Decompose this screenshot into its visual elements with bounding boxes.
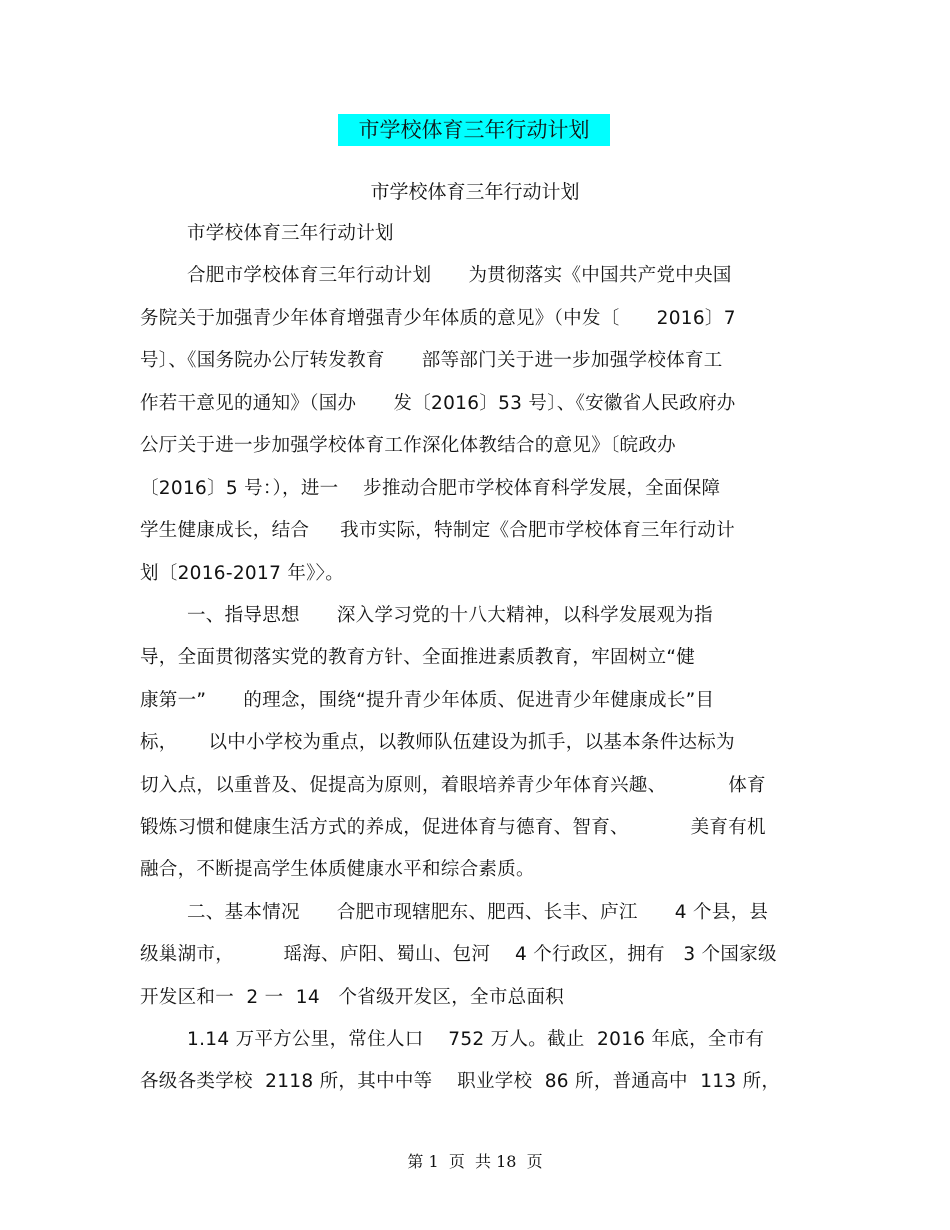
body-line: 学生健康成长，结合 我市实际，特制定《合肥市学校体育三年行动计 xyxy=(140,520,735,541)
body-line: 1.14 万平方公里，常住人口 752 万人。截止 2016 年底，全市有 xyxy=(187,1029,765,1050)
body-line: 康第一” 的理念，围绕“提升青少年体质、促进青少年健康成长”目 xyxy=(140,690,715,711)
body-line: 级巢湖市， 瑶海、庐阳、蜀山、包河 4 个行政区，拥有 3 个国家级 xyxy=(140,944,777,965)
body-line: 公厅关于进一步加强学校体育工作深化体教结合的意见》〔皖政办 xyxy=(140,435,676,456)
body-line: 导，全面贯彻落实党的教育方针、全面推进素质教育，牢固树立“健 xyxy=(140,647,696,668)
body-line: 一、指导思想 深入学习党的十八大精神，以科学发展观为指 xyxy=(187,605,713,626)
body-line: 号〕、《国务院办公厅转发教育 部等部门关于进一步加强学校体育工 xyxy=(140,350,723,371)
body-line: 合肥市学校体育三年行动计划 为贯彻落实《中国共产党中央国 xyxy=(187,265,732,286)
body-line: 开发区和一 2 一 14 个省级开发区，全市总面积 xyxy=(140,987,565,1008)
body-line: 作若干意见的通知》（国办 发〔2016〕53 号〕、《安徽省人民政府办 xyxy=(140,393,736,414)
body-line: 切入点，以重普及、促提高为原则，着眼培养青少年体育兴趣、 体育 xyxy=(140,775,766,796)
body-line: 融合，不断提高学生体质健康水平和综合素质。 xyxy=(140,859,535,880)
body-line: 各级各类学校 2118 所，其中中等 职业学校 86 所，普通高中 113 所， xyxy=(140,1071,781,1092)
body-line: 划〔2016-2017 年》〉。 xyxy=(140,563,345,584)
body-line: 锻炼习惯和健康生活方式的养成，促进体育与德育、智育、 美育有机 xyxy=(140,817,766,838)
body-line: 务院关于加强青少年体育增强青少年体质的意见》（中发〔 2016〕7 xyxy=(140,308,736,329)
body-line: 二、基本情况 合肥市现辖肥东、肥西、长丰、庐江 4 个县，县 xyxy=(187,902,769,923)
body-line: 市学校体育三年行动计划 xyxy=(187,223,394,244)
document-title-highlighted: 市学校体育三年行动计划 xyxy=(338,114,610,146)
page-number-footer: 第 1 页 共 18 页 xyxy=(407,1152,543,1171)
document-subtitle: 市学校体育三年行动计划 xyxy=(370,181,580,203)
body-line: 〔2016〕5 号：），进一 步推动合肥市学校体育科学发展，全面保障 xyxy=(140,478,721,499)
body-line: 标， 以中小学校为重点，以教师队伍建设为抓手，以基本条件达标为 xyxy=(140,732,735,753)
